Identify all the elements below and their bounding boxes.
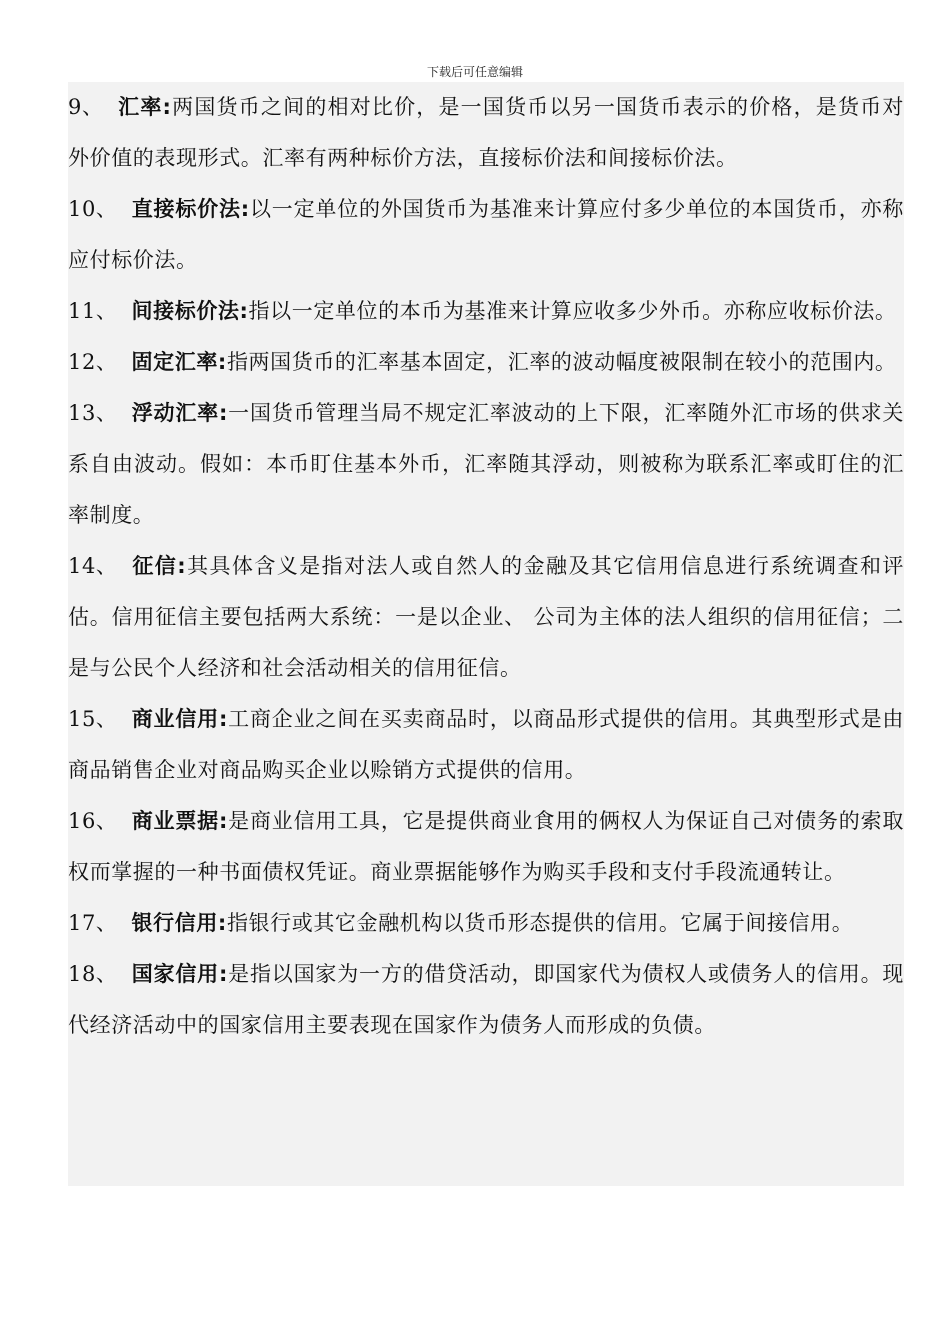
entry-term: 汇率: xyxy=(117,95,172,119)
entry-term: 国家信用: xyxy=(131,962,228,986)
glossary-entry xyxy=(68,337,904,388)
glossary-entry xyxy=(68,82,904,184)
entry-number: 10、 xyxy=(68,197,118,221)
entry-term: 银行信用: xyxy=(131,911,227,935)
entry-definition: 是商业信用工具，它是提供商业食用的俩权人为保证自己对债务的索取权而掌握的一种书面债权凭证。商业票据能够作为购买手段和支付手段流通转让。 xyxy=(68,809,904,884)
entry-term: 商业票据: xyxy=(131,809,228,833)
entry-term: 固定汇率: xyxy=(131,350,227,374)
entry-term: 征信: xyxy=(131,554,187,578)
entry-number: 15、 xyxy=(68,707,118,731)
entry-number: 9、 xyxy=(68,95,104,119)
entry-number: 13、 xyxy=(68,401,118,425)
entry-definition: 指银行或其它金融机构以货币形态提供的信用。它属于间接信用。 xyxy=(226,911,854,935)
entry-term: 间接标价法: xyxy=(131,299,249,323)
entry-definition: 指两国货币的汇率基本固定，汇率的波动幅度被限制在较小的范围内。 xyxy=(226,350,897,374)
entry-term: 商业信用: xyxy=(131,707,228,731)
entry-definition: 以一定单位的外国货币为基准来计算应付多少单位的本国货币，亦称应付标价法。 xyxy=(68,197,905,272)
entry-definition: 一国货币管理当局不规定汇率波动的上下限，汇率随外汇市场的供求关系自由波动。假如：本币盯住基本外币，汇率随其浮动，则被称为联系汇率或盯住的汇率制度。 xyxy=(68,401,904,527)
entry-term: 浮动汇率: xyxy=(131,401,228,425)
entry-number: 14、 xyxy=(68,554,118,578)
entry-number: 16、 xyxy=(68,809,118,833)
document-body xyxy=(68,82,904,1186)
entry-number: 11、 xyxy=(68,299,118,323)
entry-term: 直接标价法: xyxy=(131,197,250,221)
glossary-entry xyxy=(68,388,904,541)
entry-definition: 是指以国家为一方的借贷活动，即国家代为债权人或债务人的信用。现代经济活动中的国家信用主要表现在国家作为债务人而形成的负债。 xyxy=(68,962,904,1037)
glossary-entry xyxy=(68,541,904,694)
glossary-entry xyxy=(68,286,904,337)
entry-definition: 其具体含义是指对法人或自然人的金融及其它信用信息进行系统调查和评估。信用征信主要包括两大系统：一是以企业、 公司为主体的法人组织的信用征信；二是与公民个人经济和社会活动相关的信用征信。 xyxy=(68,554,905,680)
entry-definition: 指以一定单位的本币为基准来计算应收多少外币。亦称应收标价法。 xyxy=(248,299,897,323)
entry-number: 18、 xyxy=(68,962,118,986)
glossary-entry xyxy=(68,949,904,1051)
entry-number: 17、 xyxy=(68,911,118,935)
entry-definition: 工商企业之间在买卖商品时，以商品形式提供的信用。其典型形式是由商品销售企业对商品购买企业以赊销方式提供的信用。 xyxy=(68,707,904,782)
entry-definition: 两国货币之间的相对比价，是一国货币以另一国货币表示的价格，是货币对外价值的表现形式。汇率有两种标价方法，直接标价法和间接标价法。 xyxy=(68,95,904,170)
page-header: 下载后可任意编辑 xyxy=(426,65,523,79)
entry-number: 12、 xyxy=(68,350,118,374)
glossary-entry xyxy=(68,898,904,949)
glossary-entry xyxy=(68,796,904,898)
glossary-entry xyxy=(68,184,904,286)
glossary-entry xyxy=(68,694,904,796)
